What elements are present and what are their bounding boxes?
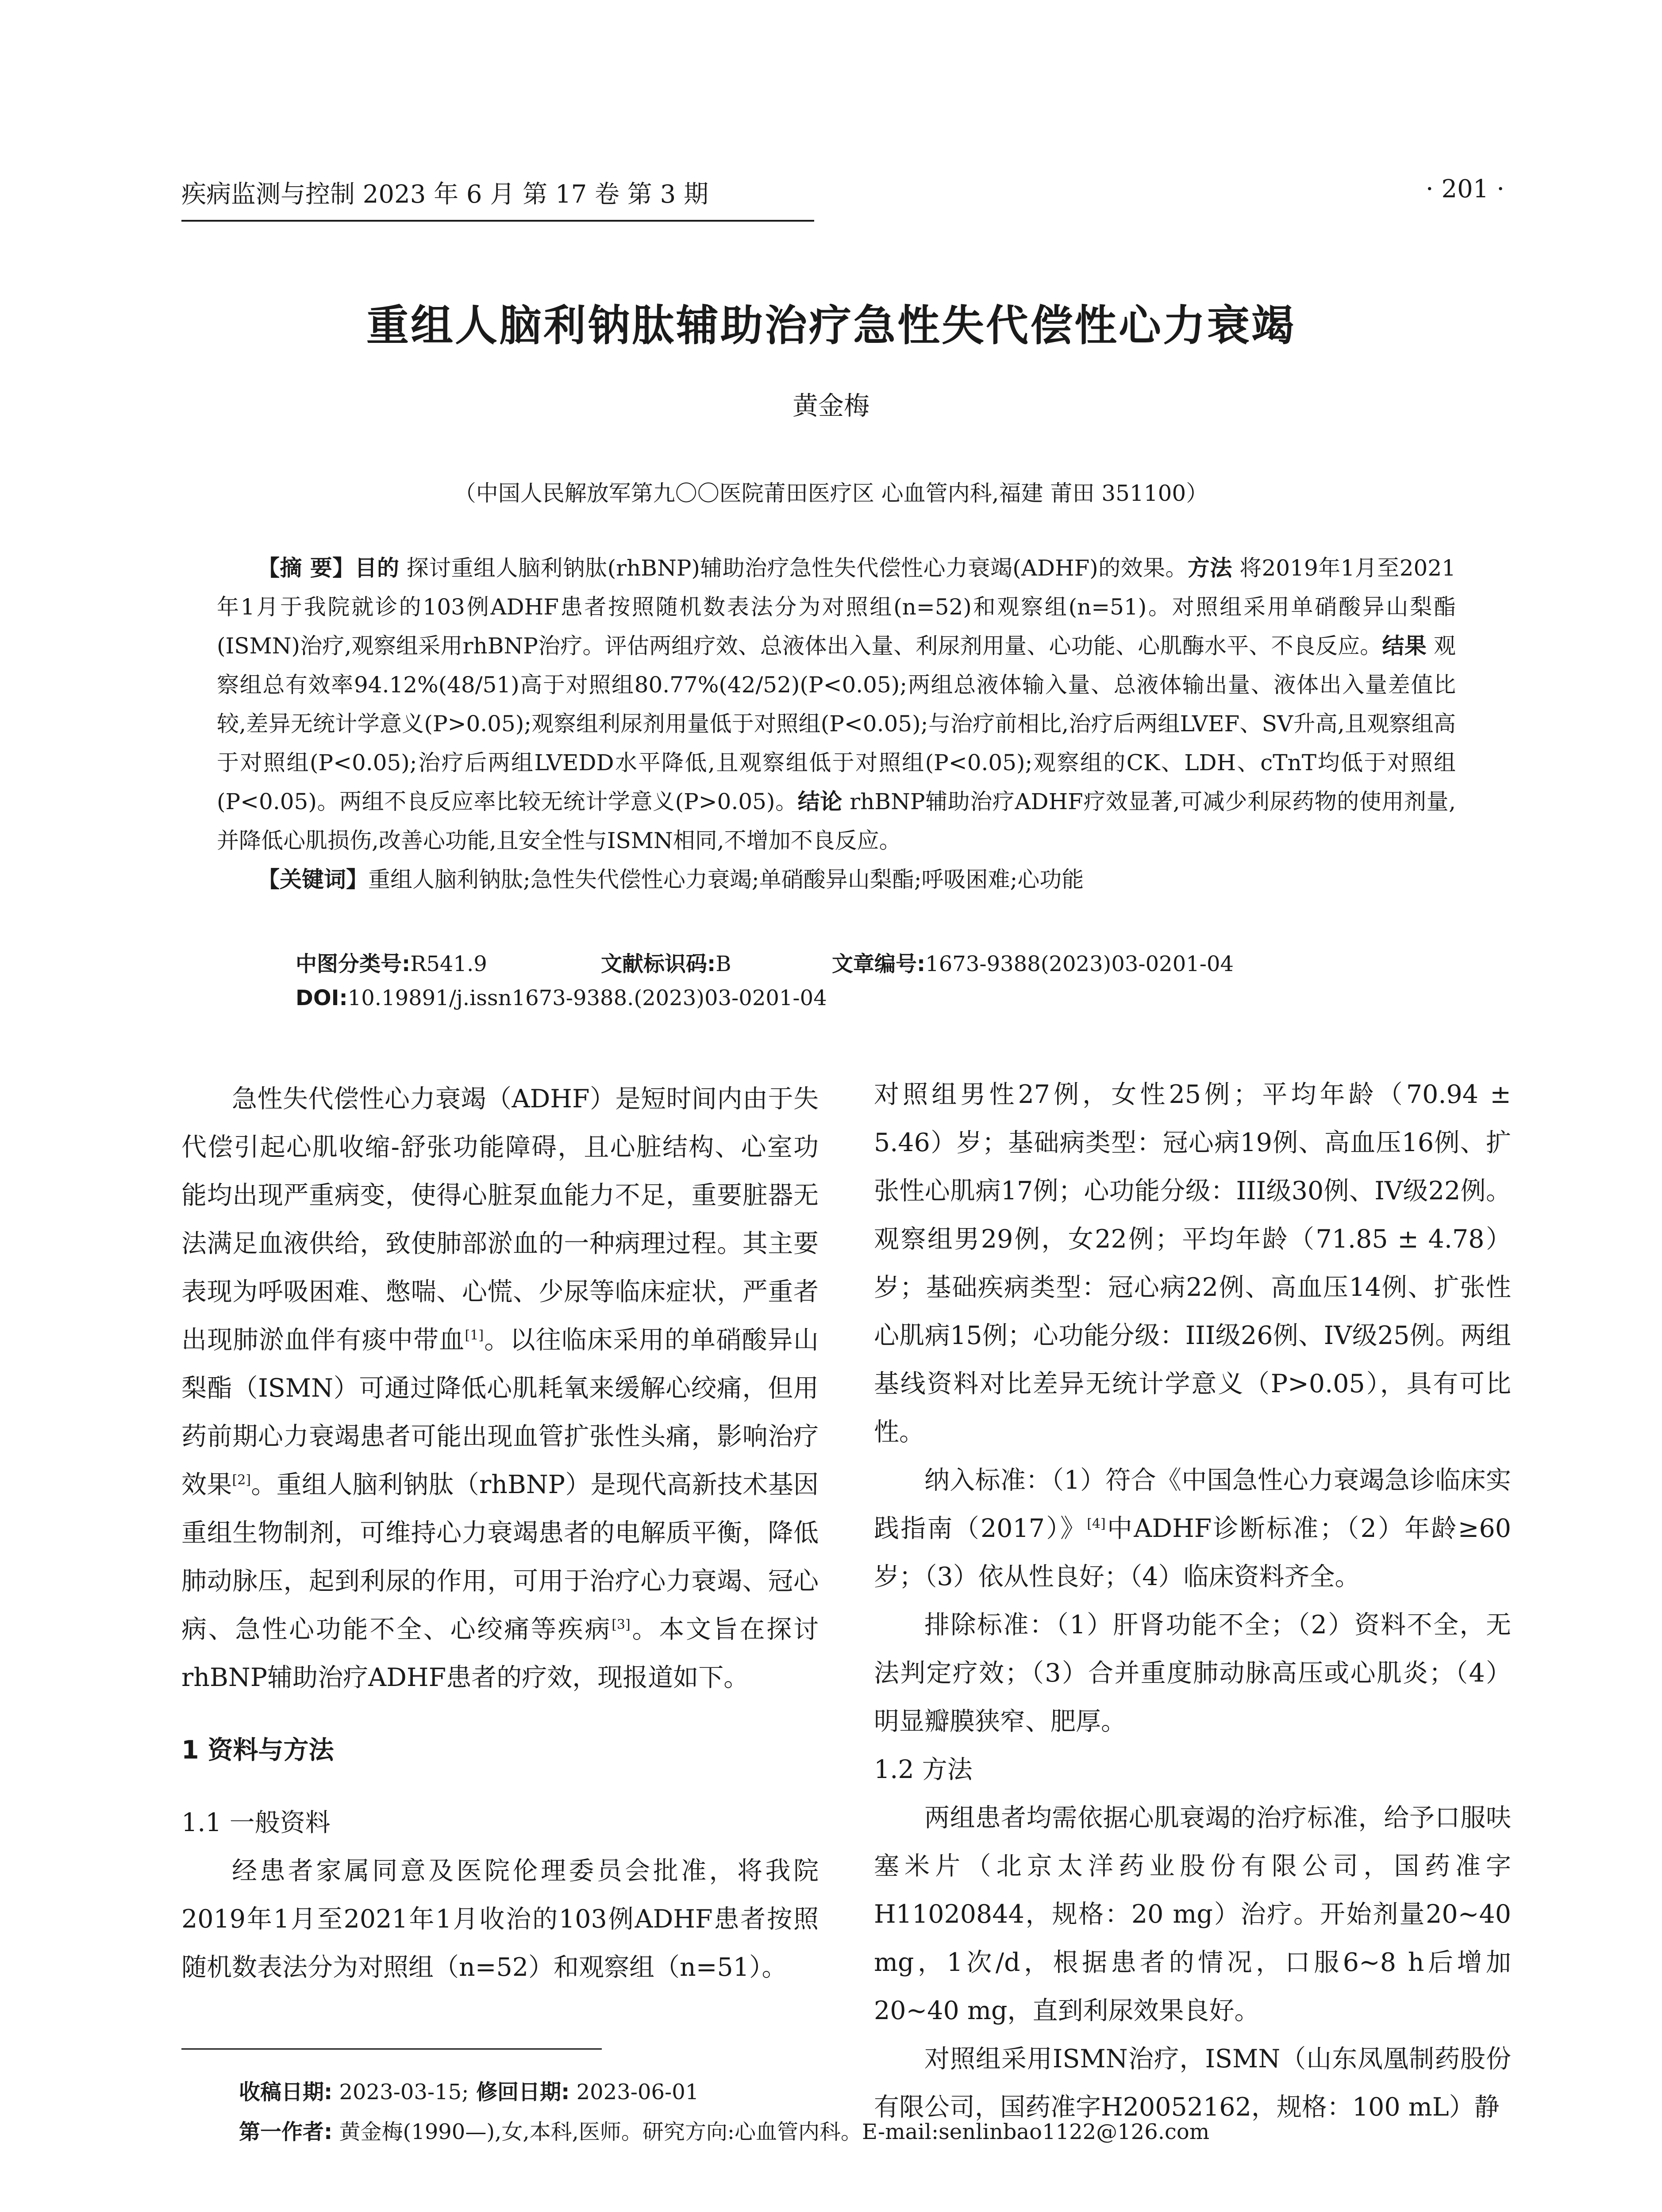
- inclusion-criteria: [874, 1456, 1511, 1601]
- citation-4[interactable]: [4]: [1087, 1516, 1106, 1532]
- received-date: 2023-03-15;: [332, 2080, 469, 2104]
- articleno-line: [832, 947, 1234, 977]
- purpose-text: 探讨重组人脑利钠肽(rhBNP)辅助治疗急性失代偿性心力衰竭(ADHF)的效果。: [406, 555, 1188, 581]
- first-author-label: 第一作者:: [239, 2120, 333, 2144]
- subsection-heading-1-2: 1.2 方法: [874, 1755, 973, 1784]
- inclusion-text-2: 中ADHF诊断标准；（2）年龄≥60岁；（3）依从性良好；（4）临床资料齐全。: [874, 1514, 1511, 1591]
- revised-label: 修回日期:: [469, 2080, 570, 2104]
- intro-text-3: 。重组人脑利钠肽（rhBNP）是现代高新技术基因重组生物制剂，可维持心力衰竭患者的电解质平衡，降低肺动脉压，起到利尿的作用，可用于治疗心力衰竭、冠心病、急性心功能不全、心绞痛等疾病: [181, 1470, 819, 1644]
- general-data-continued: 对照组男性27例，女性25例；平均年龄（70.94 ± 5.46）岁；基础病类型：冠心病19例、高血压16例、扩张性心肌病17例；心功能分级：III级30例、IV级22例。观察组男29例，女22例；平均年龄（71.85 ± 4.78）岁；基础疾病类型：冠心病22例、高血压14例、扩张性心肌病15例；心功能分级：III级26例、IV级25例。两组基线资料对比差异无统计学意义（P>0.05），具有可比性。: [874, 1080, 1511, 1447]
- conclusion-label: 结论: [797, 789, 843, 814]
- method-paragraph-2: 对照组采用ISMN治疗，ISMN（山东凤凰制药股份有限公司，国药准字H20052162，规格：100 mL）静: [874, 2044, 1511, 2122]
- inclusion-text-1: 纳入标准：（1）符合《中国急性心力衰竭急诊临床实践指南（2017）》: [874, 1466, 1511, 1543]
- method-paragraph-1: 两组患者均需依据心肌衰竭的治疗标准，给予口服呋塞米片（北京太洋药业股份有限公司，国药准字H11020844，规格：20 mg）治疗。开始剂量20~40 mg，1次/d，根据患者的情况，口服6~8 h后增加20~40 mg，直到利尿效果良好。: [874, 1803, 1511, 2025]
- intro-text-1: 急性失代偿性心力衰竭（ADHF）是短时间内由于失代偿引起心肌收缩-舒张功能障碍，且心脏结构、心室功能均出现严重病变，使得心脏泵血能力不足，重要脏器无法满足血液供给，致使肺部淤血的一种病理过程。其主要表现为呼吸困难、憋喘、心慌、少尿等临床症状，严重者出现肺淤血伴有痰中带血: [181, 1084, 819, 1355]
- method-text: 将2019年1月至2021年1月于我院就诊的103例ADHF患者按照随机数表法分为对照组(n=52)和观察组(n=51)。对照组采用单硝酸异山梨酯(ISMN)治疗,观察组采用rhBNP治疗。评估两组疗效、总液体出入量、利尿剂用量、心功能、心肌酶水平、不良反应。: [217, 555, 1456, 659]
- citation-2[interactable]: [2]: [232, 1472, 251, 1488]
- article-title: 重组人脑利钠肽辅助治疗急性失代偿性心力衰竭: [366, 301, 1296, 350]
- articleno-value: 1673-9388(2023)03-0201-04: [925, 952, 1234, 976]
- body-right-column: [874, 1071, 1511, 2131]
- revised-date: 2023-06-01: [569, 2080, 699, 2104]
- journal-info: 疾病监测与控制 2023 年 6 月 第 17 卷 第 3 期: [181, 175, 814, 222]
- page-number: · 201 ·: [1425, 175, 1504, 204]
- exclusion-criteria: 排除标准：（1）肝肾功能不全；（2）资料不全，无法判定疗效；（3）合并重度肺动脉高压或心肌炎；（4）明显瓣膜狭窄、肥厚。: [874, 1610, 1511, 1736]
- purpose-label: 目的: [354, 555, 400, 581]
- intro-text-2: 。以往临床采用的单硝酸异山梨酯（ISMN）可通过降低心肌耗氧来缓解心绞痛，但用药前期心力衰竭患者可能出现血管扩张性头痛，影响治疗效果: [181, 1325, 819, 1499]
- doi-value: 10.19891/j.issn1673-9388.(2023)03-0201-04: [347, 986, 827, 1010]
- conclusion-text: rhBNP辅助治疗ADHF疗效显著,可减少利尿药物的使用剂量,并降低心肌损伤,改善心功能,且安全性与ISMN相同,不增加不良反应。: [217, 789, 1456, 853]
- first-author-note: [239, 2115, 1209, 2145]
- section-heading-1: 1 资料与方法: [181, 1736, 334, 1765]
- articleno-label: 文章编号:: [832, 952, 926, 976]
- received-label: 收稿日期:: [239, 2080, 333, 2104]
- author-affiliation: （中国人民解放军第九〇〇医院莆田医疗区 心血管内科,福建 莆田 351100）: [454, 480, 1208, 506]
- result-text: 观察组总有效率94.12%(48/51)高于对照组80.77%(42/52)(P<0.05);两组总液体输入量、总液体输出量、液体出入量差值比较,差异无统计学意义(P>0.05);观察组利尿剂用量低于对照组(P<0.05);与治疗前相比,治疗后两组LVEF、SV升高,且观察组高于对照组(P<0.05);治疗后两组LVEDD水平降低,且观察组低于对照组(P<0.05);观察组的CK、LDH、cTnT均低于对照组(P<0.05)。两组不良反应率比较无统计学意义(P>0.05)。: [217, 633, 1456, 814]
- keywords-label: 【关键词】: [258, 867, 368, 892]
- author-name: 黄金梅: [792, 391, 869, 421]
- first-author-info: 黄金梅(1990—),女,本科,医师。研究方向:心血管内科。E-mail:senlinbao1122@126.com: [332, 2120, 1210, 2144]
- footnote-divider: [181, 2048, 602, 2050]
- doi-label: DOI:: [296, 986, 348, 1010]
- body-left-column: [181, 1075, 819, 1992]
- abstract: [217, 549, 1456, 899]
- citation-3[interactable]: [3]: [612, 1617, 631, 1632]
- received-date-note: [239, 2075, 699, 2105]
- intro-text-4: 。本文旨在探讨rhBNP辅助治疗ADHF患者的疗效，现报道如下。: [181, 1615, 819, 1692]
- general-data-paragraph: 经患者家属同意及医院伦理委员会批准，将我院2019年1月至2021年1月收治的103例ADHF患者按照随机数表法分为对照组（n=52）和观察组（n=51）。: [181, 1856, 819, 1982]
- keywords-text: 重组人脑利钠肽;急性失代偿性心力衰竭;单硝酸异山梨酯;呼吸困难;心功能: [368, 867, 1084, 892]
- abstract-label: 【摘 要】: [258, 555, 355, 581]
- doccode-line: [601, 947, 731, 977]
- clc-value: R541.9: [410, 952, 487, 976]
- abstract-paragraph: [217, 549, 1456, 860]
- doi-line: [296, 986, 827, 1010]
- clc-label: 中图分类号:: [296, 952, 411, 976]
- clc-line: [296, 947, 487, 977]
- subsection-heading-1-1: 1.1 一般资料: [181, 1808, 331, 1837]
- running-header: [181, 175, 1504, 209]
- result-label: 结果: [1382, 633, 1427, 659]
- doccode-label: 文献标识码:: [601, 952, 716, 976]
- citation-1[interactable]: [1]: [465, 1328, 484, 1343]
- keywords-line: [217, 860, 1456, 899]
- doccode-value: B: [716, 952, 731, 976]
- method-label: 方法: [1187, 555, 1232, 581]
- intro-paragraph: [181, 1075, 819, 1702]
